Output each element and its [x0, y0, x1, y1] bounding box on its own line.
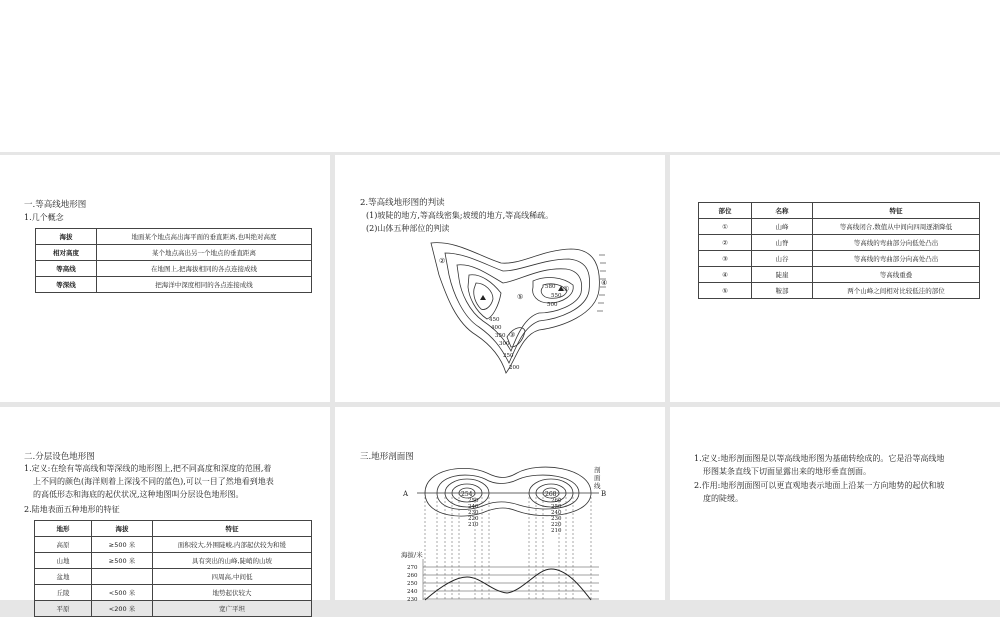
map-marker: ⑤ [517, 293, 524, 301]
purpose-line: 度的陡缓。 [703, 494, 743, 503]
reading-rule-1: (1)坡陡的地方,等高线密集;坡缓的地方,等高线稀疏。 [366, 211, 554, 220]
contour-label: 210 [551, 528, 562, 534]
table-cell: 陡崖 [752, 267, 813, 283]
column-header: 海拔 [92, 521, 153, 537]
table-row [699, 219, 980, 235]
table-row [35, 553, 312, 569]
term-cell: 相对高度 [36, 245, 97, 261]
y-tick-label: 240 [407, 589, 418, 595]
table-row [36, 245, 312, 261]
table-cell: 宽广平坦 [153, 601, 312, 617]
profile-line-label: 线 [594, 482, 601, 490]
table-cell: ≥500 米 [92, 537, 153, 553]
slide-contour-concepts[interactable] [0, 155, 330, 402]
contour-label: 550 [551, 293, 562, 299]
subsection-title: 1.几个概念 [24, 213, 64, 222]
column-header: 名称 [752, 203, 813, 219]
purpose-line: 2.作用:地形剖面图可以更直观地表示地面上沿某一方向地势的起伏和坡 [694, 481, 945, 490]
profile-point-a: A [403, 490, 409, 498]
contour-label: 210 [468, 522, 479, 528]
contour-map-figure [421, 235, 621, 375]
slide-contour-reading[interactable] [335, 155, 665, 402]
term-cell: 等高线 [36, 261, 97, 277]
table-cell: 地势起伏较大 [153, 585, 312, 601]
blank-top-area [0, 0, 1000, 152]
contour-label: 220 [468, 516, 479, 522]
profile-figure [395, 459, 615, 603]
profile-line-label: 面 [594, 474, 601, 482]
definition-cell: 在地图上,把海拔相同的各点连接成线 [97, 261, 312, 277]
peak-elevation-label: 254 [461, 491, 473, 498]
definition-cell: 地面某个地点高出海平面的垂直距离,也叫绝对高度 [97, 229, 312, 245]
definition-line: 形图某条直线下切面显露出来的地形垂直剖面。 [703, 467, 871, 476]
contour-label: 240 [468, 504, 479, 510]
contour-label: 250 [551, 504, 562, 510]
table-row [35, 569, 312, 585]
table-row [36, 277, 312, 293]
table-cell: 盆地 [35, 569, 92, 585]
table-row [36, 229, 312, 245]
term-cell: 等深线 [36, 277, 97, 293]
table-cell: 两个山峰之间相对比较低洼的部位 [813, 283, 980, 299]
term-cell: 海拔 [36, 229, 97, 245]
slide-terrain-parts[interactable] [670, 155, 1000, 402]
table-cell: <500 米 [92, 585, 153, 601]
definition-cell: 某个地点高出另一个地点的垂直距离 [97, 245, 312, 261]
column-header: 特征 [153, 521, 312, 537]
y-tick-label: 260 [407, 573, 418, 579]
table-cell: 高原 [35, 537, 92, 553]
definition-line: 1.定义:在绘有等高线和等深线的地形图上,把不同高度和深度的范围,着 [24, 464, 272, 473]
profile-curve [425, 569, 591, 600]
contour-label: 220 [551, 522, 562, 528]
table-cell [92, 569, 153, 585]
slide-layered-color-map[interactable] [0, 407, 330, 613]
table-row [35, 537, 312, 553]
table-cell: 具有突出的山峰,陡峭的山坡 [153, 553, 312, 569]
table-cell: 平原 [35, 601, 92, 617]
contour-label: 200 [509, 365, 520, 371]
contour-label: 250 [468, 498, 479, 504]
column-header: 地形 [35, 521, 92, 537]
table-row [36, 261, 312, 277]
section-title: 2.等高线地形图的判读 [360, 198, 445, 208]
table-cell: 山峰 [752, 219, 813, 235]
map-marker: ④ [601, 279, 608, 287]
contour-label: 580 [545, 284, 556, 290]
table-cell: 等高线重叠 [813, 267, 980, 283]
profile-line-label: 剖 [594, 466, 601, 474]
definition-cell: 把海洋中深度相同的各点连接成线 [97, 277, 312, 293]
y-tick-label: 270 [407, 565, 418, 571]
slide-profile-definition[interactable] [670, 407, 1000, 600]
definition-line: 的高低形态和海底的起伏状况,这种地图叫分层设色地形图。 [33, 490, 244, 499]
definition-line: 1.定义:地形剖面图是以等高线地形图为基础转绘成的。它是沿等高线地 [694, 454, 945, 463]
table-row [35, 601, 312, 617]
peak-elevation-label: 268 [545, 491, 557, 498]
profile-point-b: B [601, 490, 607, 498]
table-cell: <200 米 [92, 601, 153, 617]
table-cell: ② [699, 235, 752, 251]
table-cell: 面积较大,外围陡峻,内部起伏较为和缓 [153, 537, 312, 553]
table-cell: ≥500 米 [92, 553, 153, 569]
table-cell: 丘陵 [35, 585, 92, 601]
contour-label: 300 [499, 341, 510, 347]
contour-label: 500 [547, 302, 558, 308]
y-axis-label: 海拔/米 [401, 551, 423, 559]
concepts-table [35, 228, 312, 293]
table-cell: ⑤ [699, 283, 752, 299]
definition-line: 上不同的颜色(海洋则着上深浅不同的蓝色),可以一目了然地看到地表 [33, 477, 274, 486]
table-cell: 等高线闭合,数值从中间向四周逐渐降低 [813, 219, 980, 235]
subsection-title: 2.陆地表面五种地形的特征 [24, 505, 120, 514]
table-cell: 鞍部 [752, 283, 813, 299]
table-cell: 等高线的弯曲部分向低处凸出 [813, 235, 980, 251]
table-header-row [699, 203, 980, 219]
contour-label: 230 [468, 510, 479, 516]
table-cell: 山地 [35, 553, 92, 569]
table-row [699, 283, 980, 299]
table-cell: 山脊 [752, 235, 813, 251]
section-title: 三.地形剖面图 [360, 452, 414, 462]
table-cell: ① [699, 219, 752, 235]
table-header-row [35, 521, 312, 537]
table-row [35, 585, 312, 601]
landform-table [34, 520, 312, 617]
table-cell: ④ [699, 267, 752, 283]
table-cell: 山谷 [752, 251, 813, 267]
contour-label: 230 [551, 516, 562, 522]
reading-rule-2: (2)山体五种部位的判读 [366, 224, 450, 233]
section-title: 二.分层设色地形图 [24, 452, 95, 462]
map-marker: ① [563, 285, 570, 293]
table-row [699, 251, 980, 267]
column-header: 特征 [813, 203, 980, 219]
peak-triangle [480, 295, 486, 300]
table-cell: 等高线的弯曲部分向高处凸出 [813, 251, 980, 267]
slide-terrain-profile[interactable] [335, 407, 665, 603]
y-tick-label: 230 [407, 597, 418, 603]
contour-label: 400 [491, 325, 502, 331]
contour-label: 260 [551, 498, 562, 504]
y-tick-label: 250 [407, 581, 418, 587]
contour-label: 350 [495, 333, 506, 339]
section-title: 一.等高线地形图 [24, 200, 87, 210]
map-marker: ③ [509, 331, 516, 339]
table-row [699, 235, 980, 251]
table-row [699, 267, 980, 283]
map-marker: ② [439, 257, 446, 265]
terrain-parts-table [698, 202, 980, 299]
contour-label: 250 [503, 353, 514, 359]
table-cell: 四周高,中间低 [153, 569, 312, 585]
column-header: 部位 [699, 203, 752, 219]
contour-label: 240 [551, 510, 562, 516]
table-cell: ③ [699, 251, 752, 267]
contour-label: 450 [489, 317, 500, 323]
